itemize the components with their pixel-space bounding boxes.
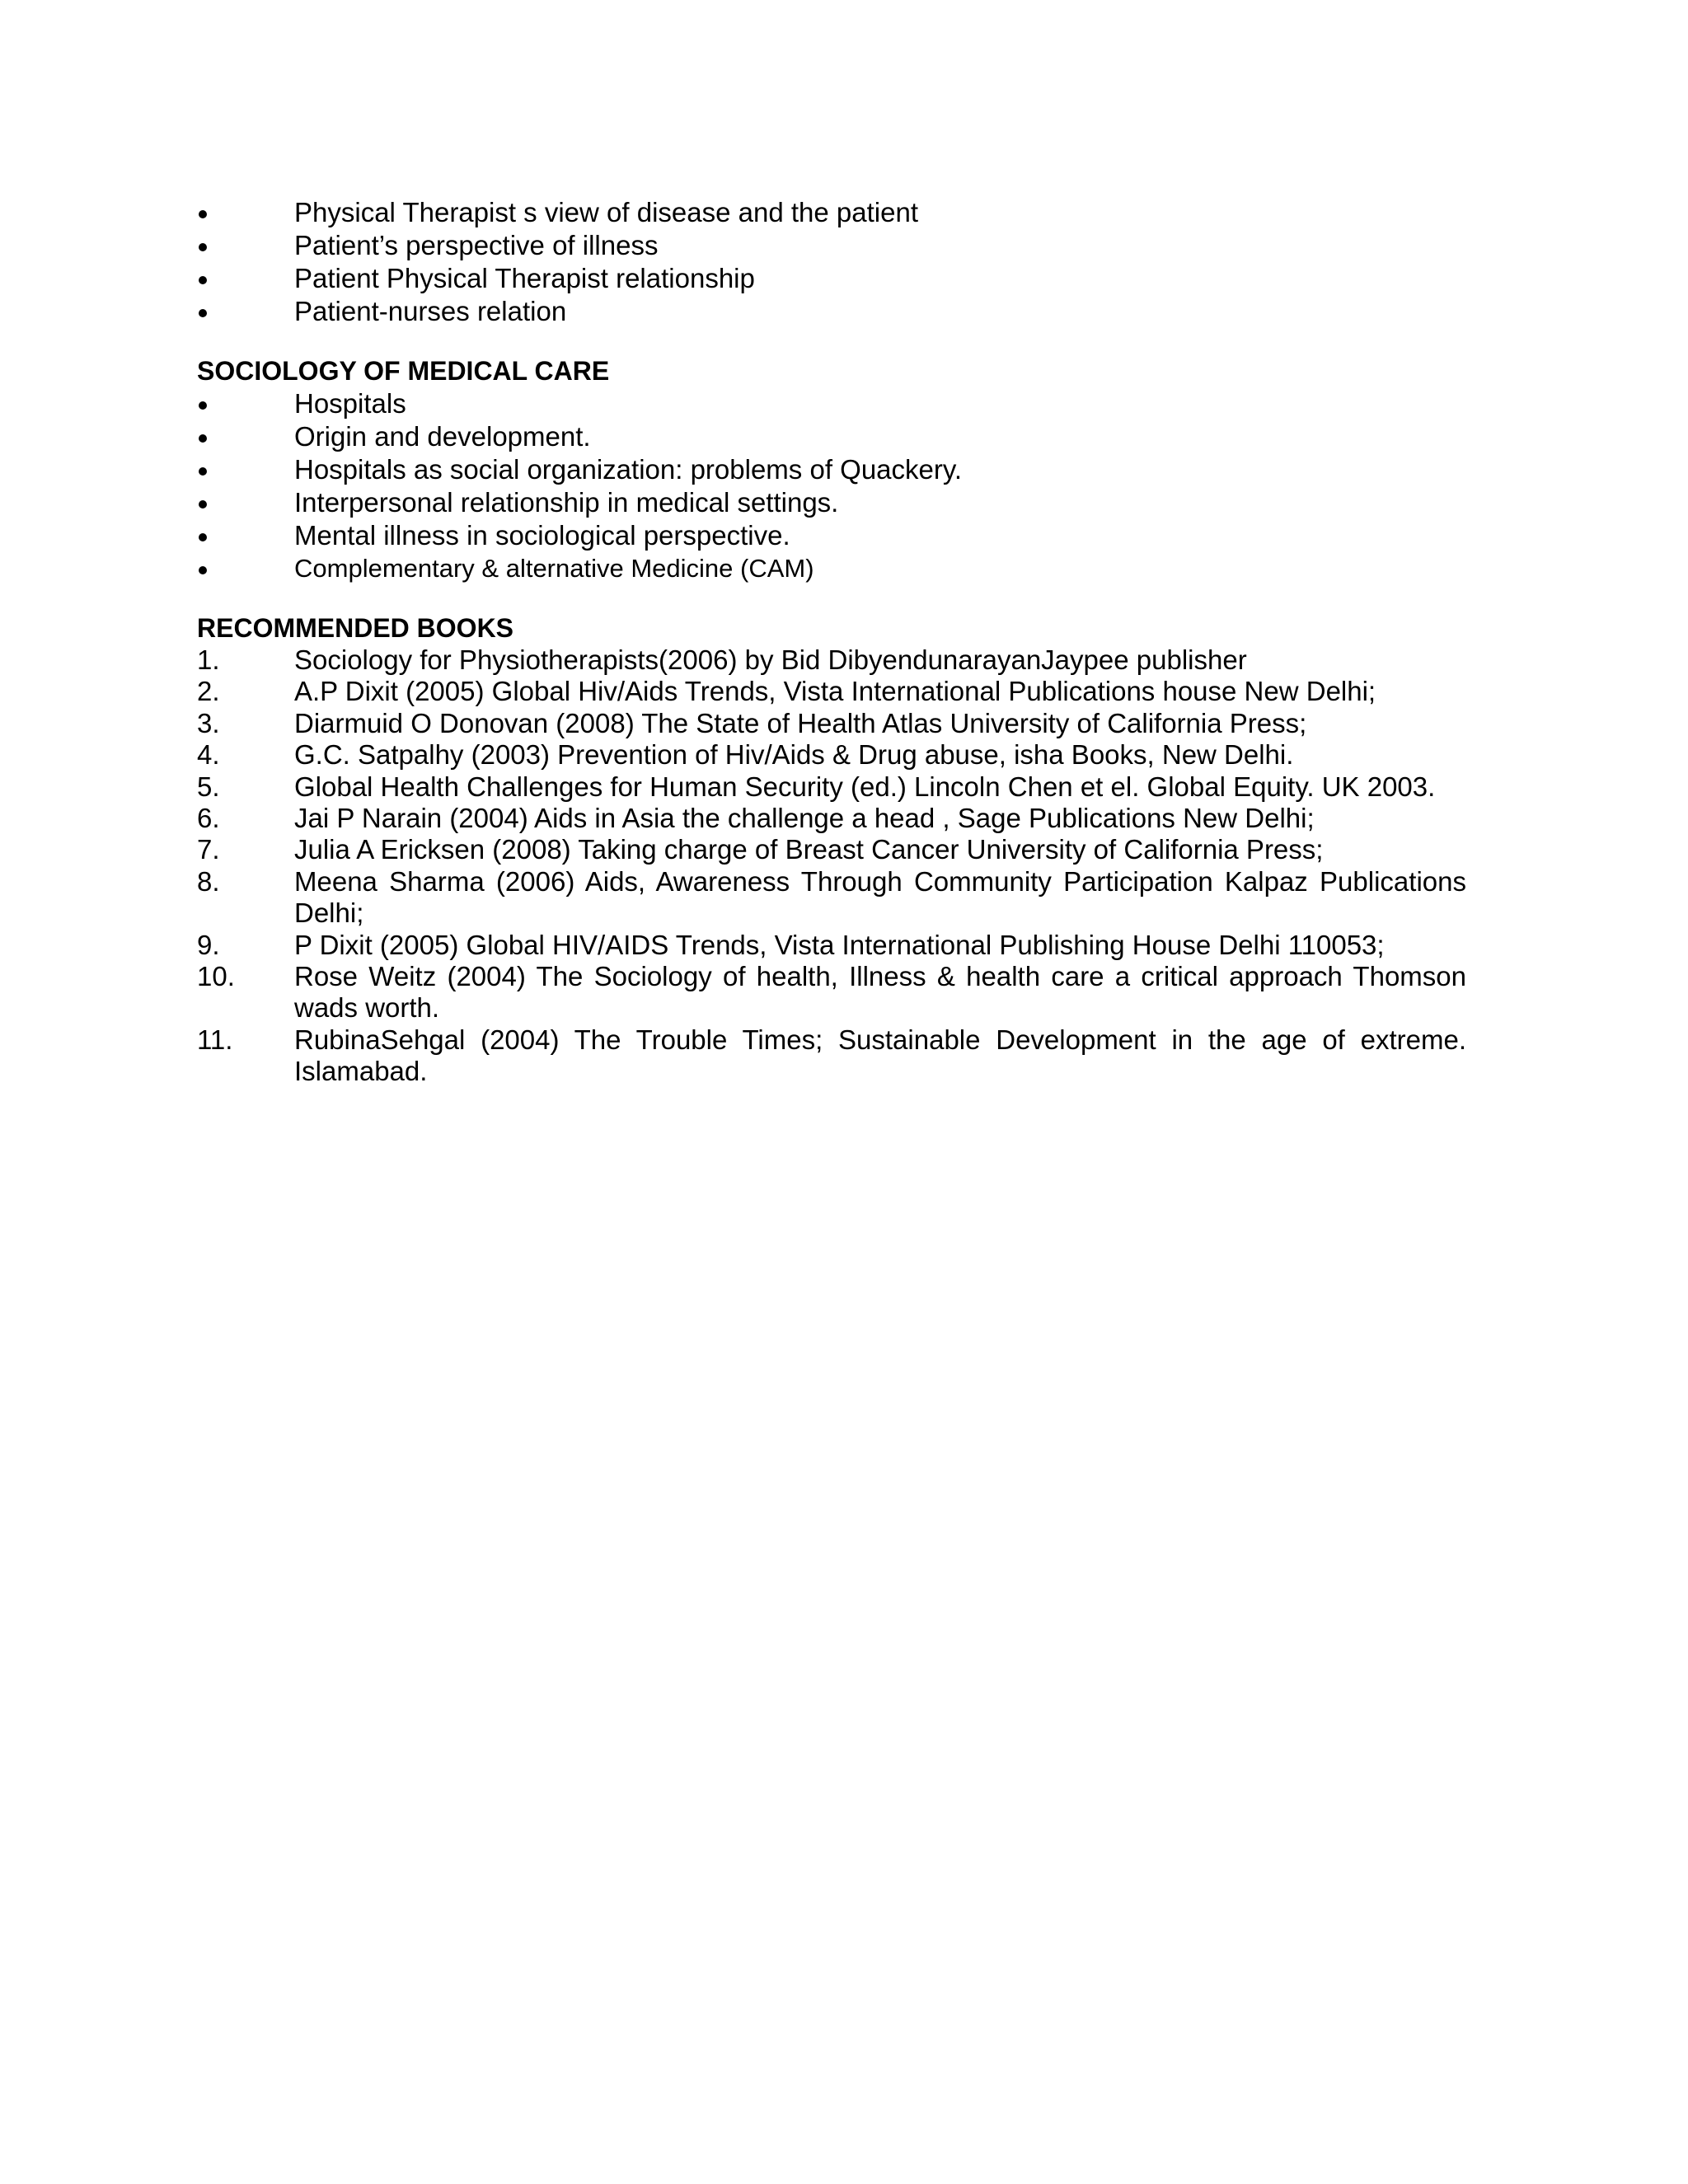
list-item	[197, 295, 1466, 328]
book-citation: Diarmuid O Donovan (2008) The State of Health Atlas University of California Press;	[294, 707, 1307, 738]
item-number: 6.	[197, 803, 220, 834]
list-item-text: Physical Therapist s view of disease and the patient	[294, 197, 918, 227]
book-item	[197, 803, 1466, 834]
book-item	[197, 771, 1466, 803]
book-citation: RubinaSehgal (2004) The Trouble Times; Sustainable Development in the age of extreme. Islamabad.	[294, 1024, 1466, 1087]
item-number: 11.	[197, 1024, 233, 1055]
list-item-text: Complementary & alternative Medicine (CAM)	[294, 554, 814, 583]
bullet-icon	[199, 401, 207, 410]
section-heading-recommended-books: RECOMMENDED BOOKS	[197, 613, 514, 643]
spacer	[197, 585, 1466, 612]
book-item	[197, 676, 1466, 707]
book-item	[197, 708, 1466, 739]
section-heading-medical-care: SOCIOLOGY OF MEDICAL CARE	[197, 356, 610, 386]
list-item-text: Patient-nurses relation	[294, 296, 567, 326]
item-number: 2.	[197, 676, 220, 707]
item-number: 9.	[197, 929, 220, 960]
list-item	[197, 420, 1466, 453]
list-item-text: Hospitals	[294, 388, 406, 419]
item-number: 4.	[197, 739, 220, 771]
book-citation: A.P Dixit (2005) Global Hiv/Aids Trends, Vista International Publications house New Delhi;	[294, 676, 1376, 707]
bullet-icon	[199, 467, 207, 476]
bullet-icon	[199, 500, 207, 509]
book-item	[197, 961, 1466, 1024]
book-citation: Meena Sharma (2006) Aids, Awareness Through Community Participation Kalpaz Publications Delhi;	[294, 865, 1466, 929]
medical-care-bullet-list	[197, 387, 1466, 585]
spacer	[197, 328, 1466, 354]
bullet-icon	[199, 243, 207, 251]
book-item	[197, 866, 1466, 930]
list-item	[197, 453, 1466, 486]
item-number: 3.	[197, 707, 220, 738]
book-citation: Global Health Challenges for Human Security (ed.) Lincoln Chen et el. Global Equity. UK 2003.	[294, 771, 1436, 802]
book-citation: Jai P Narain (2004) Aids in Asia the challenge a head , Sage Publications New Delhi;	[294, 803, 1315, 834]
book-item	[197, 1024, 1466, 1088]
list-item	[197, 262, 1466, 295]
intro-bullet-list	[197, 196, 1466, 328]
book-item	[197, 834, 1466, 865]
recommended-books-list	[197, 644, 1466, 1088]
list-item	[197, 486, 1466, 519]
book-citation: Rose Weitz (2004) The Sociology of health, Illness & health care a critical approach Thomson wads worth.	[294, 961, 1466, 1024]
bullet-icon	[199, 434, 207, 443]
list-item	[197, 196, 1466, 229]
list-item	[197, 229, 1466, 262]
bullet-icon	[199, 566, 207, 574]
list-item-text: Origin and development.	[294, 421, 591, 452]
item-number: 8.	[197, 865, 220, 897]
list-item	[197, 552, 1466, 585]
book-citation: Sociology for Physiotherapists(2006) by Bid DibyendunarayanJaypee publisher	[294, 644, 1247, 675]
bullet-icon	[199, 533, 207, 541]
book-item	[197, 644, 1466, 676]
book-item	[197, 739, 1466, 771]
book-citation: Julia A Ericksen (2008) Taking charge of Breast Cancer University of California Press;	[294, 834, 1324, 865]
list-item-text: Hospitals as social organization: problems of Quackery.	[294, 454, 963, 485]
item-number: 5.	[197, 771, 220, 802]
list-item-text: Patient Physical Therapist relationship	[294, 263, 755, 293]
bullet-icon	[199, 309, 207, 317]
item-number: 7.	[197, 834, 220, 865]
item-number: 1.	[197, 644, 220, 675]
book-item	[197, 930, 1466, 961]
book-citation: G.C. Satpalhy (2003) Prevention of Hiv/Aids & Drug abuse, isha Books, New Delhi.	[294, 739, 1294, 771]
list-item-text: Mental illness in sociological perspective.	[294, 520, 790, 551]
item-number: 10.	[197, 961, 235, 992]
document-page	[197, 196, 1466, 1088]
bullet-icon	[199, 276, 207, 284]
book-citation: P Dixit (2005) Global HIV/AIDS Trends, Vista International Publishing House Delhi 110053;	[294, 929, 1385, 960]
list-item-text: Patient’s perspective of illness	[294, 230, 659, 260]
list-item	[197, 519, 1466, 552]
bullet-icon	[199, 210, 207, 218]
list-item-text: Interpersonal relationship in medical settings.	[294, 487, 839, 518]
list-item	[197, 387, 1466, 420]
